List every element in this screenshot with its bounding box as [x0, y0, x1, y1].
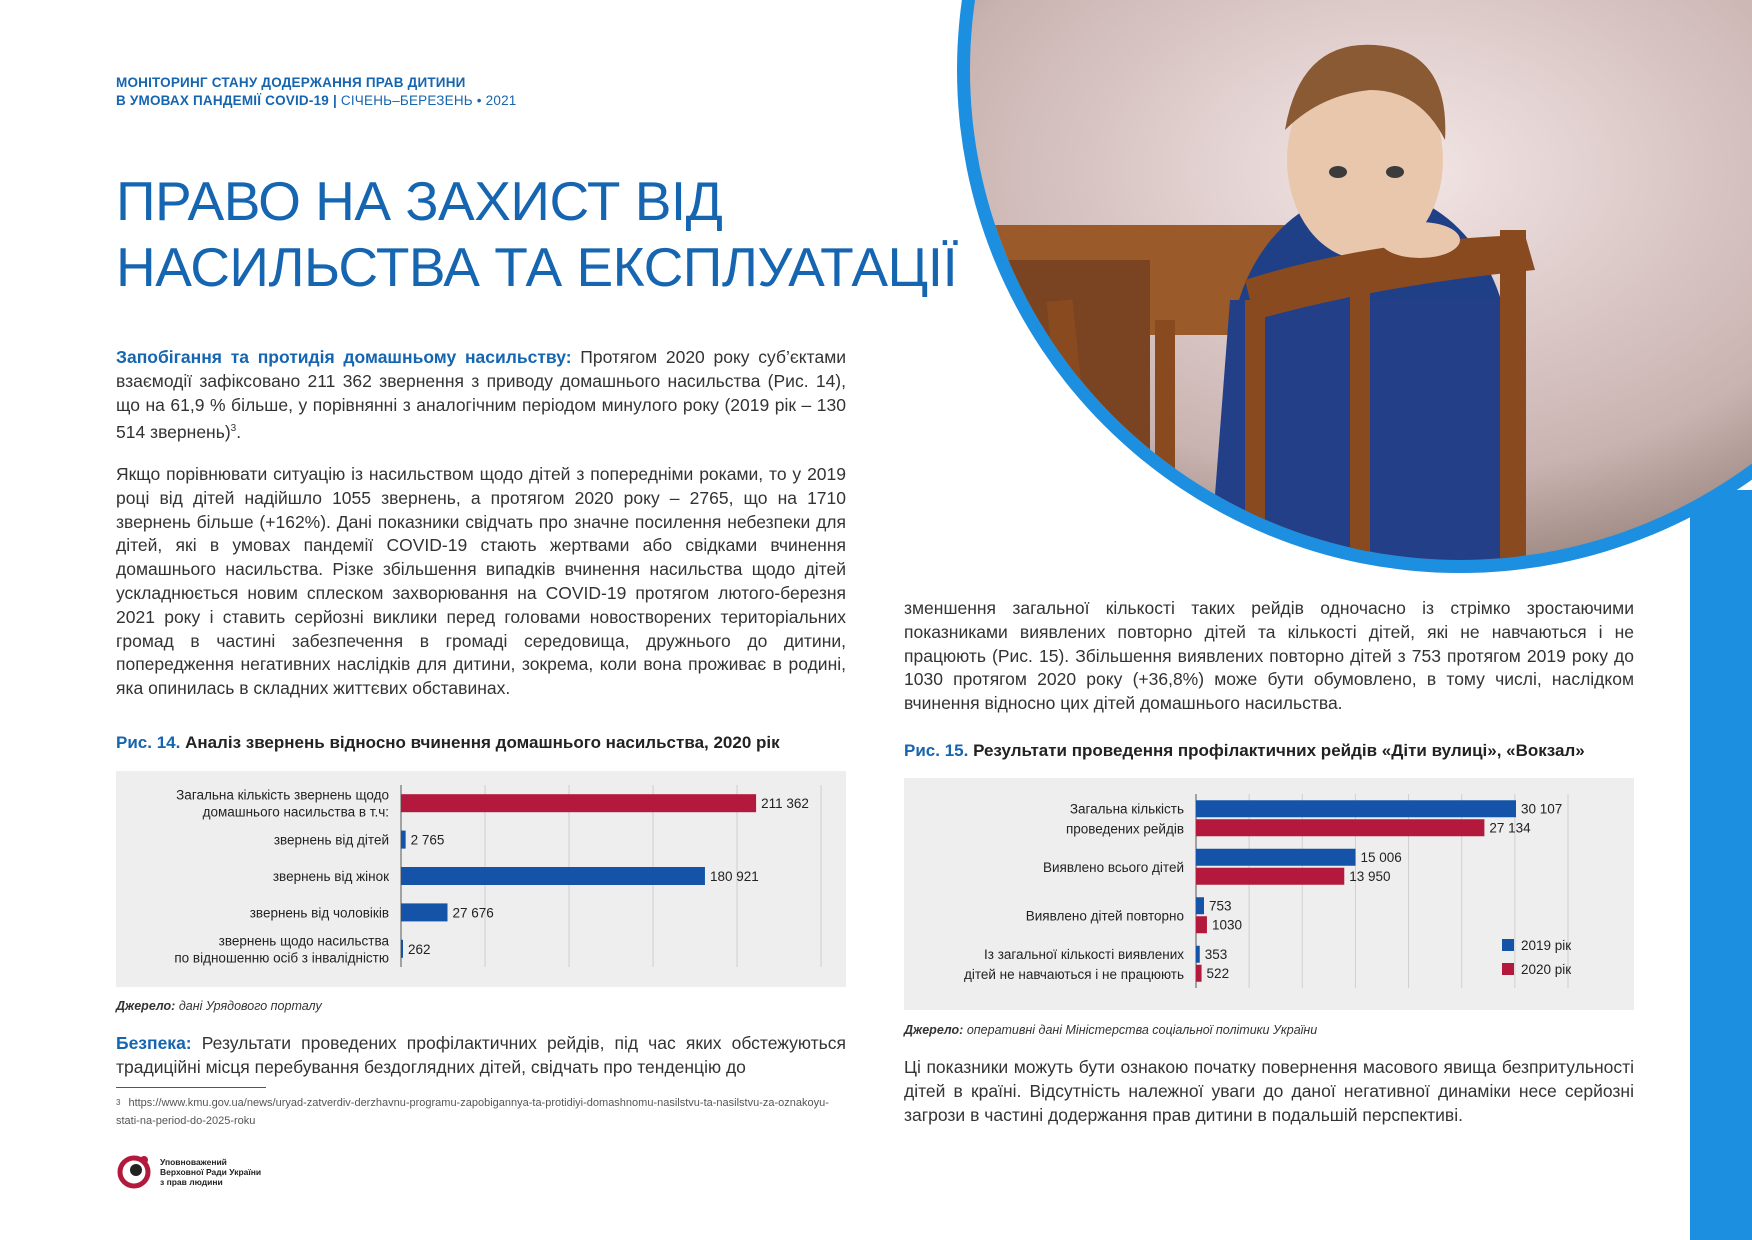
fig14-number: Рис. 14. — [116, 733, 181, 752]
fig14-category-label: по відношенню осіб з інвалідністю — [174, 950, 389, 966]
title-line-2: НАСИЛЬСТВА ТА ЕКСПЛУАТАЦІЇ — [116, 236, 958, 298]
boy-photo — [870, 0, 1752, 570]
fig14-category-label: звернень щодо насильства — [218, 933, 389, 949]
fig15-bar-2020 — [1196, 868, 1344, 885]
footnote-divider — [116, 1087, 266, 1088]
fig14-bar — [401, 940, 403, 958]
fig15-chart-box — [904, 778, 1634, 1010]
fig15-category-label: Виявлено всього дітей — [1043, 859, 1184, 875]
fig14-chart-box — [116, 771, 846, 987]
logo-line-2: Верховної Ради України — [160, 1167, 262, 1177]
footnote-ref: 3 — [230, 423, 237, 435]
fig15-value-label: 30 107 — [1520, 801, 1563, 817]
fig15-value-label: 353 — [1204, 946, 1228, 962]
fig15-value-label: 522 — [1206, 965, 1230, 981]
fig15-bar-2020 — [1196, 916, 1207, 933]
fig14-category-label: звернень від жінок — [272, 869, 389, 884]
paragraph-text: Протягом 2020 року суб’єктами взаємодії зафіксовано 211 362 звернення з приводу домашнього насильства (Рис. 14), що на 61,9 % більше, у порівнянні з аналогічним періодом минулого року (2019 рік – 130 514 звернень) — [116, 347, 846, 443]
fig14-value-label: 262 — [408, 941, 431, 957]
logo-line-1: Уповноважений — [160, 1157, 227, 1167]
paragraph-raids: зменшення загальної кількості таких рейдів одночасно із стрімко зростаючими показниками виявлених повторно дітей та кількості дітей, які не навчаються і не працюють (Рис. 15). Збільшення виявлених повторно дітей з 753 протягом 2019 року до 1030 протягом 2020 року (+36,8%) може бути обумовлено, в тому числі, наслідком вчинення відносно цих дітей домашнього насильства. — [904, 598, 1634, 714]
fig14-source-text: дані Урядового порталу — [178, 999, 322, 1013]
fig14-bar — [401, 867, 705, 885]
fig14-bar — [401, 794, 756, 812]
logo-line-3: з прав людини — [160, 1177, 223, 1187]
fig14-category-label: домашнього насильства в т.ч: — [202, 804, 389, 820]
fig15-legend-swatch — [1502, 963, 1514, 975]
fig15-legend-label: 2019 рік — [1521, 938, 1572, 953]
header-subtitle: В УМОВАХ ПАНДЕМІЇ COVID-19 — [116, 93, 329, 108]
fig15-chart — [904, 778, 1634, 1010]
paragraph-lead-prevention: Запобігання та протидія домашньому насильству: — [116, 347, 572, 367]
footnote-number: 3 — [116, 1098, 121, 1107]
fig15-category-label: Загальна кількість — [1069, 801, 1184, 817]
footnote-link[interactable]: https://www.kmu.gov.ua/news/uryad-zatverdiv-derzhavnu-programu-zapobigannya-ta-protidiyi-domashnomu-nasilstvu-ta-nasilstvu-za-oznakoyu-stati-na-period-do-2025-roku — [116, 1097, 829, 1127]
header-line-1: МОНІТОРИНГ СТАНУ ДОДЕРЖАННЯ ПРАВ ДИТИНИ — [116, 75, 466, 90]
paragraph-safety-text: Результати проведених профілактичних рейдів, під час яких обстежуються традиційні місця перебування бездоглядних дітей, свідчать про тенденцію до — [116, 1033, 846, 1077]
ombudsman-logo — [116, 1154, 261, 1190]
fig15-title: Результати проведення профілактичних рейдів «Діти вулиці», «Вокзал» — [973, 741, 1585, 760]
fig14-bar — [401, 903, 447, 921]
fig15-bar-2019 — [1196, 897, 1204, 914]
fig15-value-label: 753 — [1209, 898, 1232, 914]
fig15-source-label: Джерело: — [904, 1023, 964, 1037]
paragraph-safety — [116, 1032, 846, 1080]
fig14-source-label: Джерело: — [116, 999, 176, 1013]
fig15-number: Рис. 15. — [904, 741, 969, 760]
fig15-category-label: дітей не навчаються і не працюють — [963, 966, 1184, 982]
fig15-category-label: Виявлено дітей повторно — [1025, 908, 1184, 924]
fig14-bar — [401, 831, 406, 849]
fig14-value-label: 211 362 — [761, 796, 809, 812]
fig14-value-label: 180 921 — [709, 869, 759, 884]
paragraph-domestic-violence — [116, 346, 846, 445]
paragraph-children-violence: Якщо порівнювати ситуацію із насильством щодо дітей з попередніми роками, то у 2019 році від дітей надійшло 1055 звернень, а протягом 2020 року – 2765, що на 1710 звернень більше (+162%). Дані показники свідчать про значне посилення небезпеки для дітей, які в умовах пандемії COVID-19 стають жертвами або свідками вчинення домашнього насильства. Різке збільшення випадків вчинення насильства щодо дітей ускладнюється новим сплеском захворювання на COVID-19 протягом лютого-березня 2021 року і ставить серйозні виклики перед головами новостворених територіальних громад в частині забезпечення в громаді середовища, дружнього до дитини, попередження негативних наслідків для дитини, зокрема, коли вона проживає в родині, яка опинилась в складних життєвих обставинах. — [116, 464, 846, 699]
fig14-title: Аналіз звернень відносно вчинення домашнього насильства, 2020 рік — [185, 733, 780, 752]
fig14-category-label: Загальна кількість звернень щодо — [176, 787, 389, 803]
fig15-category-label: проведених рейдів — [1065, 821, 1184, 837]
side-blue-strip — [1690, 490, 1752, 1240]
fig15-value-label: 13 950 — [1349, 868, 1391, 884]
header-separator: | — [332, 93, 337, 108]
fig15-bar-2019 — [1196, 946, 1200, 963]
paragraph-lead-safety: Безпека: — [116, 1033, 192, 1053]
fig15-source-text: оперативні дані Міністерства соціальної політики України — [966, 1023, 1318, 1037]
fig14-value-label: 27 676 — [452, 905, 494, 921]
fig14-chart — [116, 771, 846, 987]
fig15-bar-2020 — [1196, 819, 1484, 836]
fig14-source — [116, 999, 322, 1013]
paragraph-homelessness: Ці показники можуть бути ознакою початку повернення масового явища безпритульності дітей в країні. Відсутність належної уваги до даної негативної динаміки несе серйозні загрози в частині додержання прав дитини в подальшій перспективі. — [904, 1057, 1634, 1125]
fig15-bar-2020 — [1196, 965, 1202, 982]
fig14-category-label: звернень від дітей — [273, 832, 389, 848]
fig14-caption — [116, 733, 780, 753]
fig15-caption — [904, 741, 1585, 761]
fig14-category-label: звернень від чоловіків — [249, 905, 389, 921]
header-period: СІЧЕНЬ–БЕРЕЗЕНЬ • 2021 — [340, 93, 517, 108]
fig15-legend-label: 2020 рік — [1521, 962, 1572, 977]
ombudsman-logo-icon — [116, 1154, 152, 1190]
fig15-value-label: 27 134 — [1489, 820, 1531, 836]
footnote — [116, 1094, 846, 1130]
fig15-legend-swatch — [1502, 939, 1514, 951]
fig15-value-label: 15 006 — [1360, 849, 1402, 865]
fig15-source — [904, 1023, 1317, 1037]
fig15-bar-2019 — [1196, 849, 1355, 866]
fig15-value-label: 1030 — [1211, 917, 1242, 933]
fig14-value-label: 2 765 — [410, 832, 445, 848]
fig15-category-label: Із загальної кількості виявлених — [984, 946, 1184, 962]
paragraph-end: . — [236, 422, 242, 443]
logo-text — [160, 1157, 261, 1187]
fig15-bar-2019 — [1196, 800, 1516, 817]
title-line-1: ПРАВО НА ЗАХИСТ ВІД — [116, 170, 723, 232]
